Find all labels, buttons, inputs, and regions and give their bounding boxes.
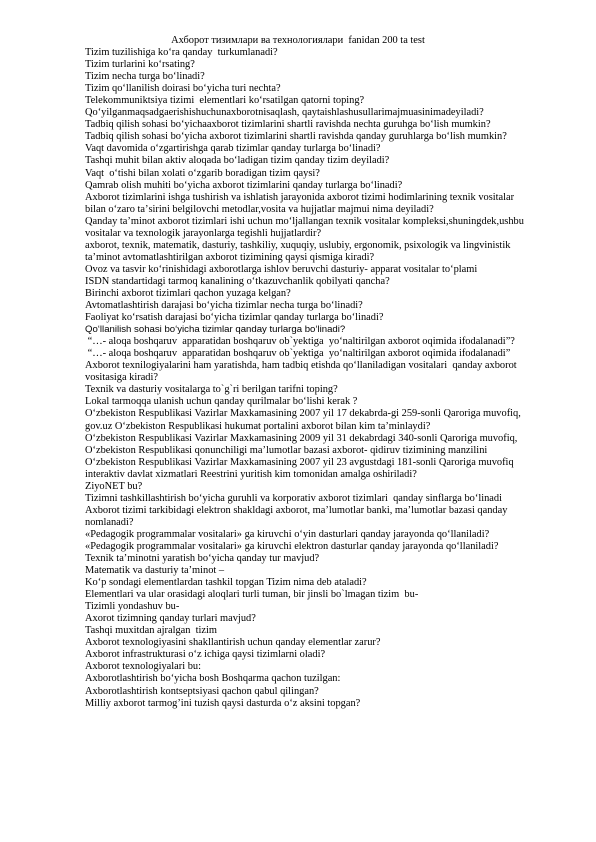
question-line: Axorot tizimning qanday turlari mavjud? <box>85 613 256 625</box>
question-line: interaktiv davlat xizmatlari Reestrini yuritish kim tomonidan amalga oshiriladi? <box>85 468 417 480</box>
question-line: Tashqi muxitdan ajralgan tizim <box>85 625 218 637</box>
question-line: Faoliyat koʻrsatish darajasi boʻyicha tizimlar qanday turlarga boʻlinadi? <box>85 312 384 324</box>
question-line: “…- aloqa boshqaruv apparatidan boshqaruv ob`yektiga yoʻnaltirilgan axborot oqimida ifodalanadi”? <box>85 336 515 348</box>
question-line: Tizim turlarini koʻrsating? <box>85 59 195 71</box>
question-line: Lokal tarmoqqa ulanish uchun qanday qurilmalar boʻlishi kerak ? <box>85 396 358 408</box>
question-line: gov.uz Oʻzbekiston Respublikasi hukumat portalini axborot bilan kim taʼminlaydi? <box>85 420 431 432</box>
question-line: ISDN standartidagi tarmoq kanalining oʻtkazuvchanlik qobilyati qancha? <box>85 275 390 287</box>
question-line: bilan oʻzaro taʼsirini belgilovchi metodlar,vosita va hujjatlar majmui nima deyiladi? <box>85 203 434 215</box>
question-line: «Pedagogik programmalar vositalari» ga kiruvchi oʻyin dasturlari qanday jarayonda qoʻllaniladi? <box>85 528 490 540</box>
question-line: Oʻzbekiston Respublikasi Vazirlar Maxkamasining 2007 yil 17 dekabrda-gi 259-sonli Qaroriga muvofiq, <box>85 408 521 420</box>
question-line: Elementlari va ular orasidagi aloqlari turli tuman, bir jinsli bo`lmagan tizim bu- <box>85 589 419 601</box>
question-line: Ovoz va tasvir koʻrinishidagi axborotlarga ishlov beruvchi dasturiy- apparat vositalar toʻplami <box>85 263 478 275</box>
question-line: Axborot tizimi tarkibidagi elektron shakldagi axborot, maʼlumotlar banki, maʼlumotlar bazasi qanday <box>85 504 508 516</box>
question-line: «Pedagogik programmalar vositalari» ga kiruvchi elektron dasturlar qanday jarayonda qoʻllaniladi? <box>85 540 499 552</box>
question-list <box>85 47 524 710</box>
question-line: Axborot texnologiyalari bu: <box>85 661 202 673</box>
question-line: Tadbiq qilish sohasi boʻyichaaxborot tizimlarini shartli ravishda nechta guruhga boʻlish mumkin? <box>85 119 491 131</box>
question-line: Axborotlashtirish boʻyicha bosh Boshqarma qachon tuzilgan: <box>85 673 341 685</box>
question-line: Axborot infrastrukturasi oʻz ichiga qaysi tizimlarni oladi? <box>85 649 326 661</box>
question-line: Qanday taʼminot axborot tizimlari ishi uchun moʻljallangan texnik vositalar kompleksi,shuningdek,ushbu <box>85 215 524 227</box>
question-line: Qoʻllanilish sohasi boʻyicha tizimlar qanday turlarga boʻlinadi? <box>85 324 346 336</box>
document-title: Ахборот тизимлари ва технологиялари fanidan 200 ta test <box>171 35 425 46</box>
question-line: Koʻp sondagi elementlardan tashkil topgan Tizim nima deb ataladi? <box>85 577 367 589</box>
question-line: Oʻzbekiston Respublikasi Vazirlar Maxkamasining 2007 yil 23 avgustdagi 181-sonli Qaroriga muvofiq <box>85 456 514 468</box>
question-line: Qoʻyilganmaqsadgaerishishuchunaxborotnisaqlash, qaytaishlashusullarimajmuasinimadeyiladi? <box>85 107 484 119</box>
question-line: Tizim qoʻllanilish doirasi boʻyicha turi nechta? <box>85 83 281 95</box>
question-line: Oʻzbekiston Respublikasi Vazirlar Maxkamasining 2009 yil 31 dekabrdagi 340-sonli Qaroriga muvofiq, <box>85 432 518 444</box>
question-line: ZiyoNET bu? <box>85 480 143 492</box>
question-line: Texnik taʼminotni yaratish boʻyicha qanday tur mavjud? <box>85 553 320 565</box>
question-line: Telekommuniktsiya tizimi elementlari koʻrsatilgan qatorni toping? <box>85 95 365 107</box>
question-line: Tashqi muhit bilan aktiv aloqada boʻladigan tizim qanday tizim deyiladi? <box>85 155 390 167</box>
question-line: taʼminot avtomatlashtirilgan axborot tizimining qaysi qismiga kiradi? <box>85 251 375 263</box>
question-line: Axborot tizimlarini ishga tushirish va ishlatish jarayonida axborot tizimi hodimlarining texnik vositalar <box>85 191 515 203</box>
question-line: “…- aloqa boshqaruv apparatidan boshqaruv ob`yektiga yoʻnaltirilgan axborot oqimida ifodalanadi” <box>85 348 511 360</box>
question-line: Vaqt davomida oʻzgartirishga qarab tizimlar qanday turlarga boʻlinadi? <box>85 143 381 155</box>
question-line: Tizimli yondashuv bu- <box>85 601 180 613</box>
question-line: Qamrab olish muhiti boʻyicha axborot tizimlarini qanday turlarga boʻlinadi? <box>85 179 403 191</box>
question-line: Axborot texnilogiyalarini ham yaratishda, ham tadbiq etishda qoʻllaniladigan vositalari qanday axborot <box>85 360 517 372</box>
question-line: Axborot texnologiyasini shakllantirish uchun qanday elementlar zarur? <box>85 637 381 649</box>
question-line: Texnik va dasturiy vositalarga to`g`ri berilgan tarifni toping? <box>85 384 338 396</box>
question-line: Avtomatlashtirish darajasi boʻyicha tizimlar necha turga boʻlinadi? <box>85 300 363 312</box>
question-line: axborot, texnik, matematik, dasturiy, tashkiliy, xuquqiy, uslubiy, ergonomik, psixologik va lingvinistik <box>85 239 511 251</box>
question-line: vositalar va texnologik jarayonlarga tegishli hujjatlardir? <box>85 227 322 239</box>
question-line: Tizim necha turga boʻlinadi? <box>85 71 205 83</box>
question-line: Tizimni tashkillashtirish boʻyicha guruhli va korporativ axborot tizimlari qanday sinflarga boʻlinadi <box>85 492 502 504</box>
question-line: Oʻzbekiston Respublikasi qonunchiligi maʼlumotlar bazasi axborot- qidiruv tizimining manzilini <box>85 444 488 456</box>
question-line: Tadbiq qilish sohasi boʻyicha axborot tizimlarini shartli ravishda qanday guruhlarga boʻlish mumkin? <box>85 131 507 143</box>
question-line: nomlanadi? <box>85 516 134 528</box>
question-line: Birinchi axborot tizimlari qachon yuzaga kelgan? <box>85 287 291 299</box>
question-line: Vaqt oʻtishi bilan xolati oʻzgarib boradigan tizim qaysi? <box>85 167 320 179</box>
question-line: Axborotlashtirish kontseptsiyasi qachon qabul qilingan? <box>85 685 319 697</box>
question-line: Tizim tuzilishiga koʻra qanday turkumlanadi? <box>85 47 278 59</box>
document-page <box>85 35 524 710</box>
question-line: Matematik va dasturiy taʼminot – <box>85 565 225 577</box>
question-line: Milliy axborot tarmogʼini tuzish qaysi dasturda oʻz aksini topgan? <box>85 697 361 709</box>
question-line: vositasiga kiradi? <box>85 372 159 384</box>
